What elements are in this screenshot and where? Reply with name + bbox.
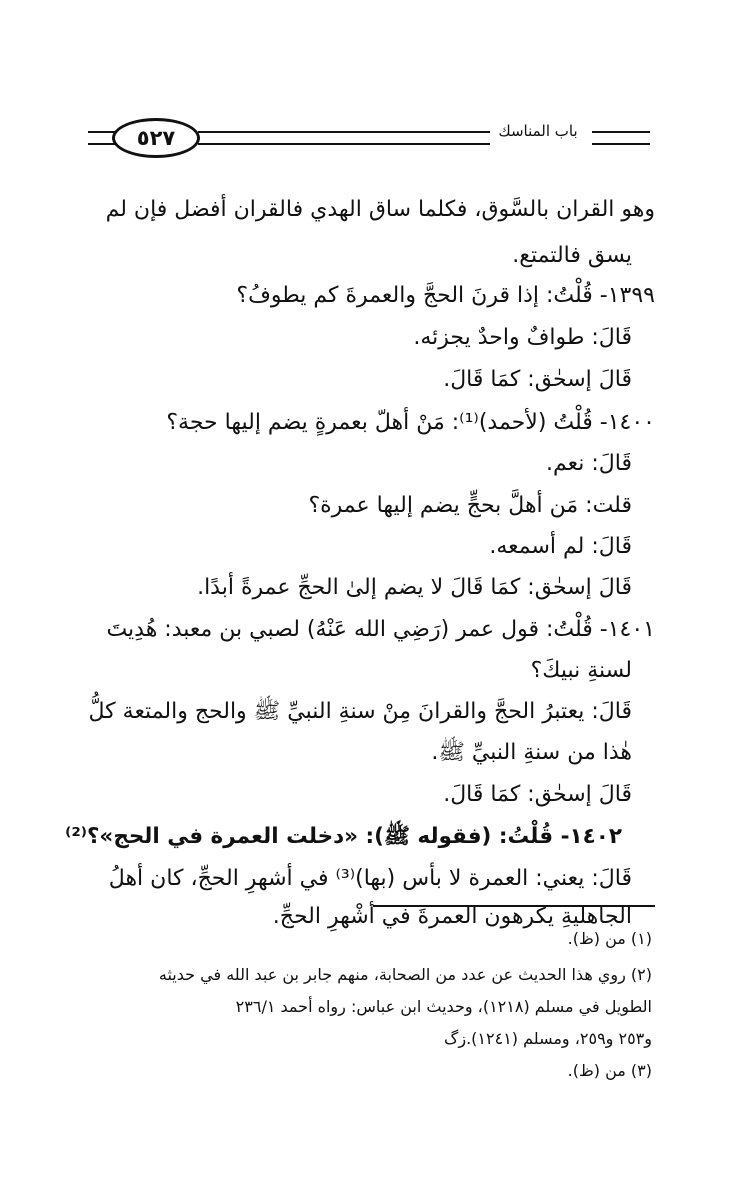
text-line: قَالَ: يعتبرُ الحجَّ والقرانَ مِنْ سنةِ النبيِّ ﷺ والحج والمتعة كلُّ (88, 699, 632, 724)
text-line: لسنةِ نبيكَ؟ (530, 658, 632, 683)
text-line: قَالَ إسحٰق: كمَا قَالَ لا يضم إلىٰ الحجِّ عمرةً أبدًا. (197, 575, 632, 600)
text-line: قَالَ إسحٰق: كمَا قَالَ. (443, 782, 632, 807)
text-line: قَالَ: طوافٌ واحدٌ يجزئه. (413, 325, 632, 350)
footnote-2-cont: و٢٥٣ و٢٥٩، ومسلم (١٢٤١).زگ (444, 1029, 652, 1048)
text-line: قَالَ إسحٰق: كمَا قَالَ. (443, 367, 632, 392)
text-line: هٰذا من سنةِ النبيِّ ﷺ. (431, 740, 632, 765)
header-rule-left-top (88, 131, 116, 133)
footnote-2: (٢) روي هذا الحديث عن عدد من الصحابة، منهم جابر بن عبد الله في حديثه (158, 965, 652, 984)
chapter-title: باب المناسك (498, 122, 578, 140)
footnote-3: (٣) من (ظ). (567, 1061, 652, 1080)
header-rule-middle-top (198, 131, 490, 133)
question-1400: ١٤٠٠- قُلْتُ (لأحمد)⁽¹⁾: مَنْ أهلّ بعمرةٍ يضم إليها حجة؟ (166, 410, 655, 435)
text-line: قلت: مَن أهلَّ بحجٍّ يضم إليها عمرة؟ (308, 493, 632, 518)
text-line: قَالَ: لم أسمعه. (489, 534, 632, 559)
question-1399: ١٣٩٩- قُلْتُ: إذا قرنَ الحجَّ والعمرةَ كم يطوفُ؟ (236, 283, 655, 308)
question-1402: ١٤٠٢- قُلْتُ: (فقوله ﷺ): «دخلت العمرة في الحج»؟⁽²⁾ (65, 824, 622, 849)
footnote-rule (373, 905, 655, 907)
page-number-text: ٥٢٧ (136, 126, 176, 150)
footnote-2-cont: الطويل في مسلم (١٢١٨)، وحديث ابن عباس: رواه أحمد ٢٣٦/١ (235, 997, 652, 1016)
header-rule-middle-bottom (198, 143, 490, 145)
header-rule-right-bottom (592, 143, 650, 145)
footnote-1: (١) من (ظ). (567, 929, 652, 948)
text-line: الجاهليةِ يكرهون العمرةَ في أشْهرِ الحجِّ. (272, 904, 632, 929)
question-1401: ١٤٠١- قُلْتُ: قول عمر (رَضِي الله عَنْهُ) لصبي بن معبد: هُدِيتَ (106, 617, 655, 642)
text-line: وهو القران بالسَّوق، فكلما ساق الهدي فالقران أفضل فإن لم (105, 197, 655, 222)
text-line: قَالَ: يعني: العمرة لا بأس (بها)⁽³⁾ في أشهرِ الحجِّ، كان أهلُ (108, 866, 632, 891)
text-line: قَالَ: نعم. (546, 451, 632, 476)
header-rule-right-top (592, 131, 650, 133)
text-line: يسق فالتمتع. (512, 243, 632, 268)
header-rule-left-bottom (88, 143, 116, 145)
page-number (112, 118, 200, 158)
